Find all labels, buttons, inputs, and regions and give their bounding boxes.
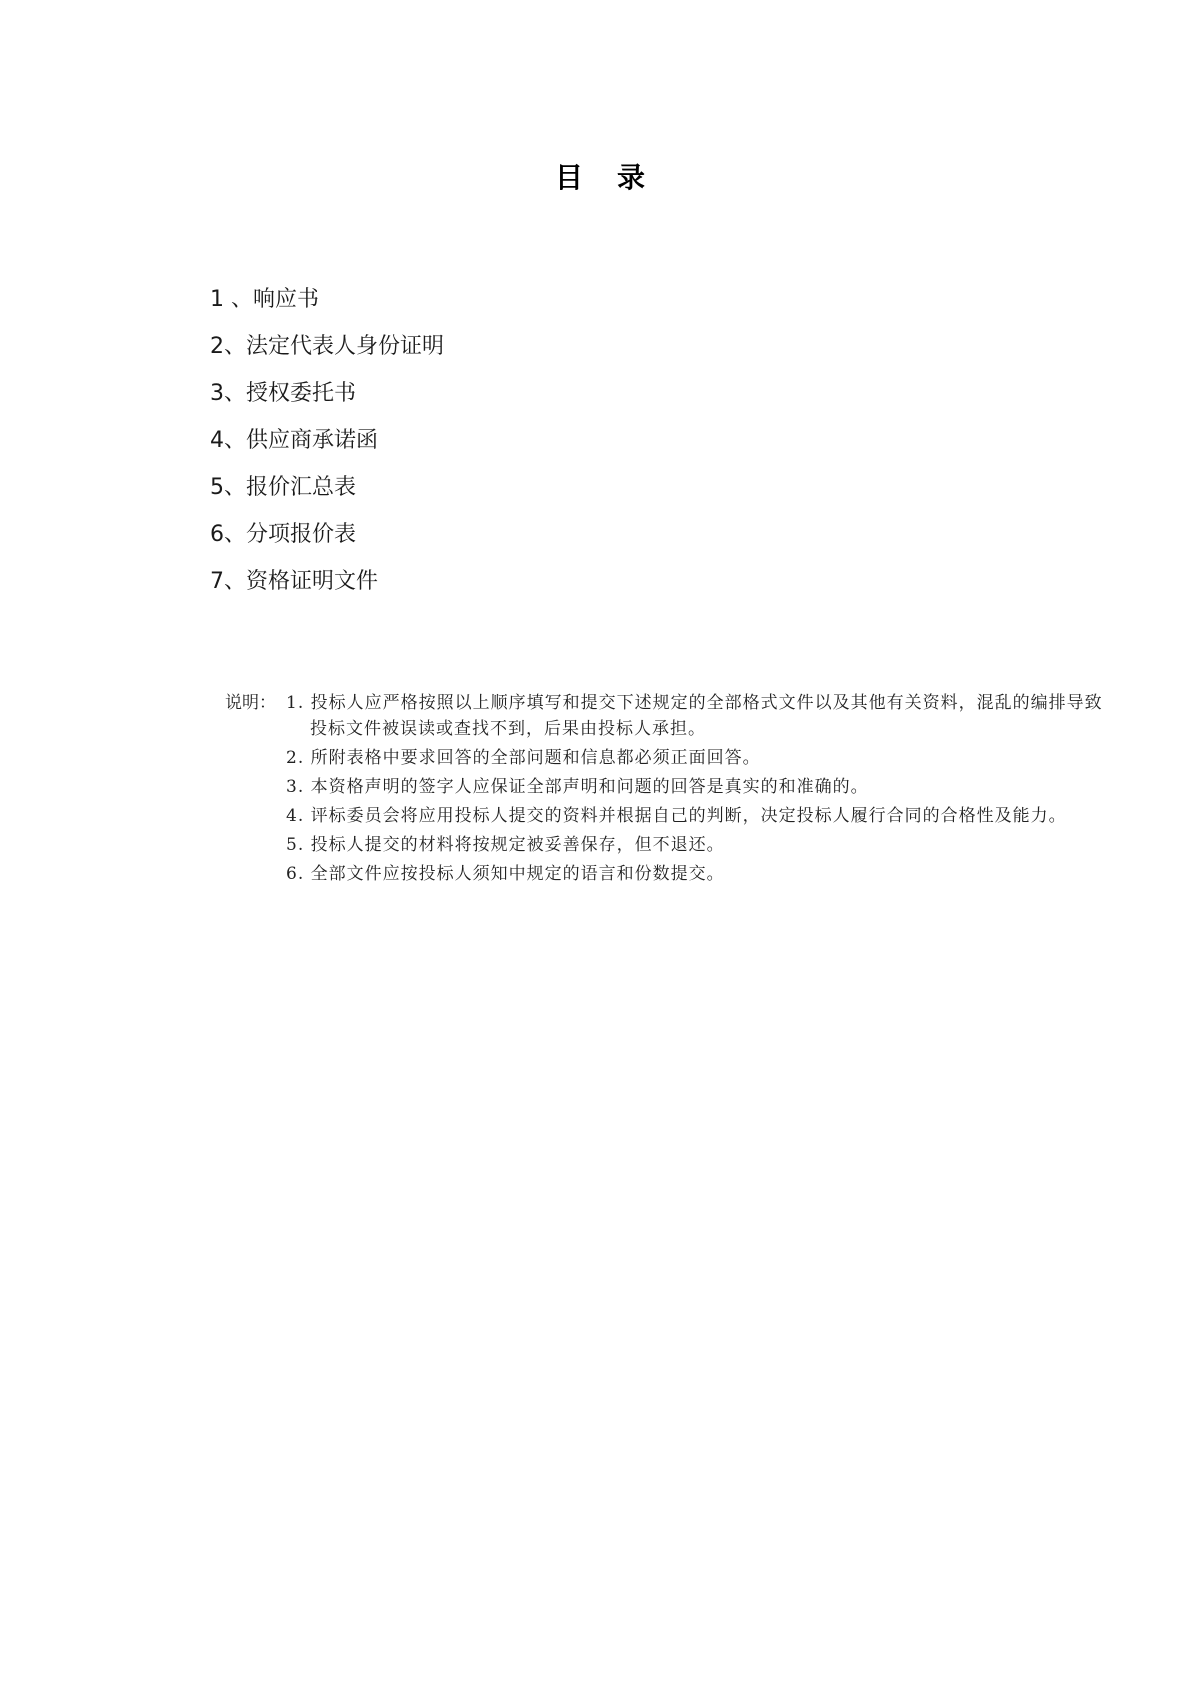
notes-label: 说明：: [225, 693, 276, 713]
note-item: 2. 所附表格中要求回答的全部问题和信息都必须正面回答。: [286, 748, 761, 768]
notes-list: [286, 690, 1106, 890]
toc-item-legal-representative-certificate: 2、法定代表人身份证明: [210, 334, 444, 359]
note-item: 4. 评标委员会将应用投标人提交的资料并根据自己的判断，决定投标人履行合同的合格性及能力。: [286, 806, 1067, 826]
note-item: 3. 本资格声明的签字人应保证全部声明和问题的回答是真实的和准确的。: [286, 777, 869, 797]
toc-item-itemized-quotation: 6、分项报价表: [210, 522, 356, 547]
page-title: 目录: [554, 161, 679, 194]
toc-item-supplier-commitment-letter: 4、供应商承诺函: [210, 428, 378, 453]
note-item: 5. 投标人提交的材料将按规定被妥善保存，但不退还。: [286, 835, 725, 855]
toc-item-response-letter: 1 、响应书: [210, 287, 319, 312]
toc-item-qualification-documents: 7、资格证明文件: [210, 569, 378, 594]
toc-item-power-of-attorney: 3、授权委托书: [210, 381, 356, 406]
table-of-contents: [210, 284, 444, 613]
note-item: 1. 投标人应严格按照以上顺序填写和提交下述规定的全部格式文件以及其他有关资料，混乱的编排导致投标文件被误读或查找不到，后果由投标人承担。: [286, 693, 1103, 739]
note-item: 6. 全部文件应按投标人须知中规定的语言和份数提交。: [286, 864, 725, 884]
toc-item-quotation-summary: 5、报价汇总表: [210, 475, 356, 500]
